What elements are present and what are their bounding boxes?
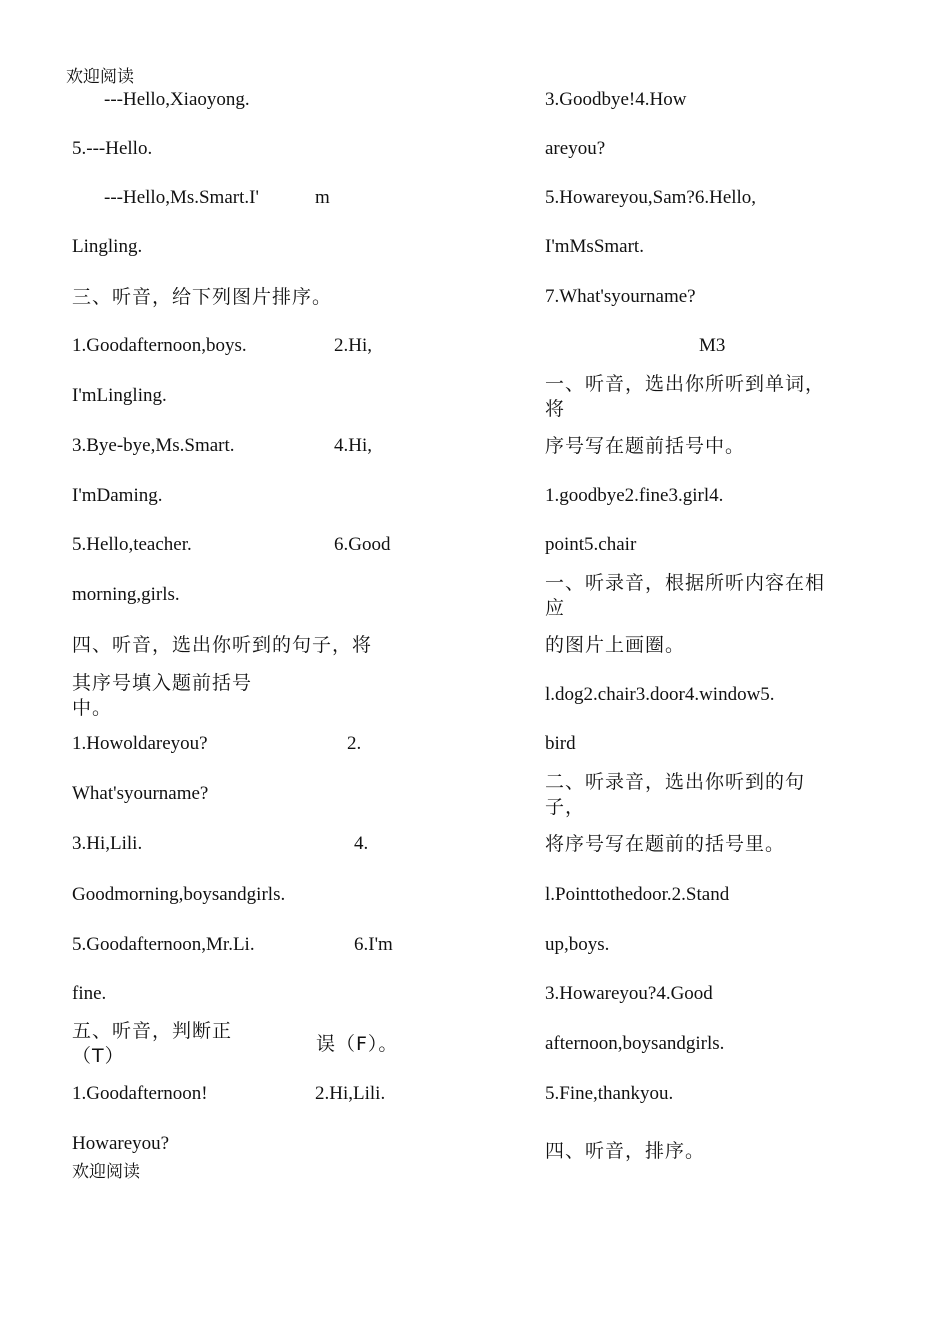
text-line: ---Hello,Xiaoyong. bbox=[104, 89, 250, 110]
text-line: afternoon,boysandgirls. bbox=[545, 1033, 725, 1054]
text-line: 5.Howareyou,Sam?6.Hello, bbox=[545, 187, 757, 208]
text-line: 5.---Hello. bbox=[72, 138, 153, 159]
text-line: 3.Bye-bye,Ms.Smart. bbox=[72, 435, 235, 456]
text-line: Howareyou? bbox=[72, 1133, 170, 1154]
section-heading: 一、听录音，根据所听内容在相 bbox=[545, 572, 826, 594]
text-line: 4.Hi, bbox=[334, 435, 372, 456]
text-line: 2. bbox=[347, 733, 362, 754]
section-heading: 应 bbox=[545, 597, 566, 619]
text-line: m bbox=[315, 187, 330, 208]
text-line: l.dog2.chair3.door4.window5. bbox=[545, 684, 775, 705]
text-line: ---Hello,Ms.Smart.I' bbox=[104, 187, 259, 208]
section-heading: 一、听音，选出你所听到单词， bbox=[545, 373, 826, 395]
page-header: 欢迎阅读 bbox=[66, 67, 134, 87]
text-line: 2.Hi,Lili. bbox=[315, 1083, 386, 1104]
text-line: 5.Hello,teacher. bbox=[72, 534, 192, 555]
section-heading: 其序号填入题前括号 bbox=[72, 672, 253, 694]
text-line: What'syourname? bbox=[72, 783, 209, 804]
text-line: morning,girls. bbox=[72, 584, 180, 605]
page-footer: 欢迎阅读 bbox=[72, 1162, 140, 1182]
text-line: 1.Goodafternoon,boys. bbox=[72, 335, 247, 356]
text-line: 3.Howareyou?4.Good bbox=[545, 983, 713, 1004]
text-line: I'mLingling. bbox=[72, 385, 167, 406]
section-heading: 误（F）。 bbox=[316, 1033, 399, 1055]
text-line: 7.What'syourname? bbox=[545, 286, 696, 307]
text-line: 5.Goodafternoon,Mr.Li. bbox=[72, 934, 255, 955]
section-heading: 二、听录音，选出你听到的句 bbox=[545, 771, 806, 793]
text-line: 6.Good bbox=[334, 534, 391, 555]
section-heading: 子， bbox=[545, 796, 586, 818]
section-heading: 将序号写在题前的括号里。 bbox=[545, 833, 786, 855]
text-line: 1.Goodafternoon! bbox=[72, 1083, 208, 1104]
text-line: 1.Howoldareyou? bbox=[72, 733, 208, 754]
text-line: Lingling. bbox=[72, 236, 143, 257]
text-line: areyou? bbox=[545, 138, 606, 159]
section-heading: 将 bbox=[545, 398, 566, 420]
text-line: 4. bbox=[354, 833, 369, 854]
section-heading: （T） bbox=[72, 1045, 125, 1067]
text-line: 5.Fine,thankyou. bbox=[545, 1083, 674, 1104]
section-heading: 中。 bbox=[72, 697, 113, 719]
text-line: point5.chair bbox=[545, 534, 637, 555]
text-line: 1.goodbye2.fine3.girl4. bbox=[545, 485, 724, 506]
section-heading: 的图片上画圈。 bbox=[545, 634, 686, 656]
text-line: Goodmorning,boysandgirls. bbox=[72, 884, 286, 905]
text-line: 3.Goodbye!4.How bbox=[545, 89, 687, 110]
text-line: up,boys. bbox=[545, 934, 610, 955]
text-line: I'mDaming. bbox=[72, 485, 163, 506]
text-line: 2.Hi, bbox=[334, 335, 372, 356]
section-heading: 三、听音，给下列图片排序。 bbox=[72, 286, 333, 308]
section-heading: 四、听音，排序。 bbox=[545, 1140, 706, 1162]
text-line: 3.Hi,Lili. bbox=[72, 833, 143, 854]
section-heading: 序号写在题前括号中。 bbox=[545, 435, 746, 457]
text-line: fine. bbox=[72, 983, 107, 1004]
text-line: bird bbox=[545, 733, 576, 754]
text-line: l.Pointtothedoor.2.Stand bbox=[545, 884, 730, 905]
text-line: I'mMsSmart. bbox=[545, 236, 644, 257]
text-line: 6.I'm bbox=[354, 934, 393, 955]
module-title: M3 bbox=[699, 335, 726, 356]
section-heading: 四、听音，选出你听到的句子，将 bbox=[72, 634, 373, 656]
section-heading: 五、听音，判断正 bbox=[72, 1020, 233, 1042]
